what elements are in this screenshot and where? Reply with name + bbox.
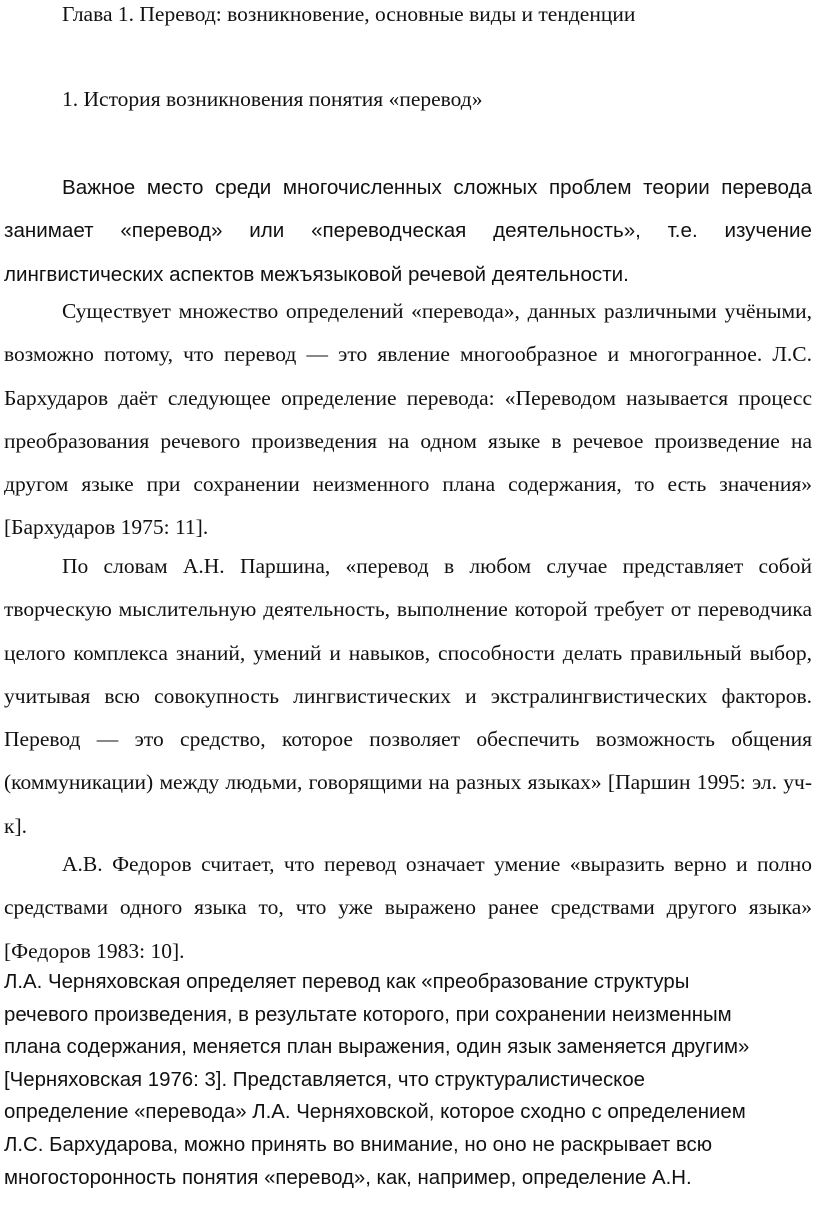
text-line: Л.А. Черняховская определяет перевод как «преобразование структуры [4,971,690,993]
paragraph-chernyakhovskaya [4,966,816,1194]
text-line: [Черняховская 1976: 3]. Представляется, что структуралистическое [4,1068,646,1091]
text-line: плана содержания, меняется план выражения, один язык заменяется другим» [4,1036,750,1059]
paragraph-fedorov: А.В. Федоров считает, что перевод означает умение «выразить верно и полно средствами одного языка то, что уже выражено ранее средствами другого языка» [Федоров 1983: 10]. [4,852,812,963]
paragraph-parshin: По словам А.Н. Паршина, «перевод в любом случае представляет собой творческую мыслительную деятельность, выполнение которой требует от переводчика целого комплекса знаний, умений и навыков, способности делать правильный выбор, учитывая всю совокупность лингвистических и экстралингвистических факторов. Перевод — это средство, которое позволяет обеспечить возможность общения (коммуникации) между людьми, говорящими на разных языках» [Паршин 1995: эл. уч-к]. [4,554,812,838]
paragraph-intro: Важное место среди многочисленных сложных проблем теории перевода занимает «перевод» или «переводческая деятельность», т.е. изучение лингвистических аспектов межъязыковой речевой деятельности. [4,176,812,286]
text-line: речевого произведения, в результате которого, при сохранении неизменным [4,1003,732,1026]
chapter-title: Глава 1. Перевод: возникновение, основные виды и тенденции [62,2,636,26]
text-line: Л.С. Бархударова, можно принять во внимание, но оно не раскрывает всю [4,1133,712,1156]
text-line: определение «перевода» Л.А. Черняховской, которое сходно с определением [4,1101,746,1124]
paragraph-barkhudarov: Существует множество определений «перевода», данных различными учёными, возможно потому, что перевод — это явление многообразное и многогранное. Л.С. Бархударов даёт следующее определение перевода: «Переводом называется процесс преобразования речевого произведения на одном языке в речевое произведение на другом языке при сохранении неизменного плана содержания, то есть значения» [Бархударов 1975: 11]. [4,299,812,540]
text-line: многосторонность понятия «перевод», как, например, определение А.Н. [4,1166,692,1189]
section-title: 1. История возникновения понятия «перевод» [62,87,483,111]
